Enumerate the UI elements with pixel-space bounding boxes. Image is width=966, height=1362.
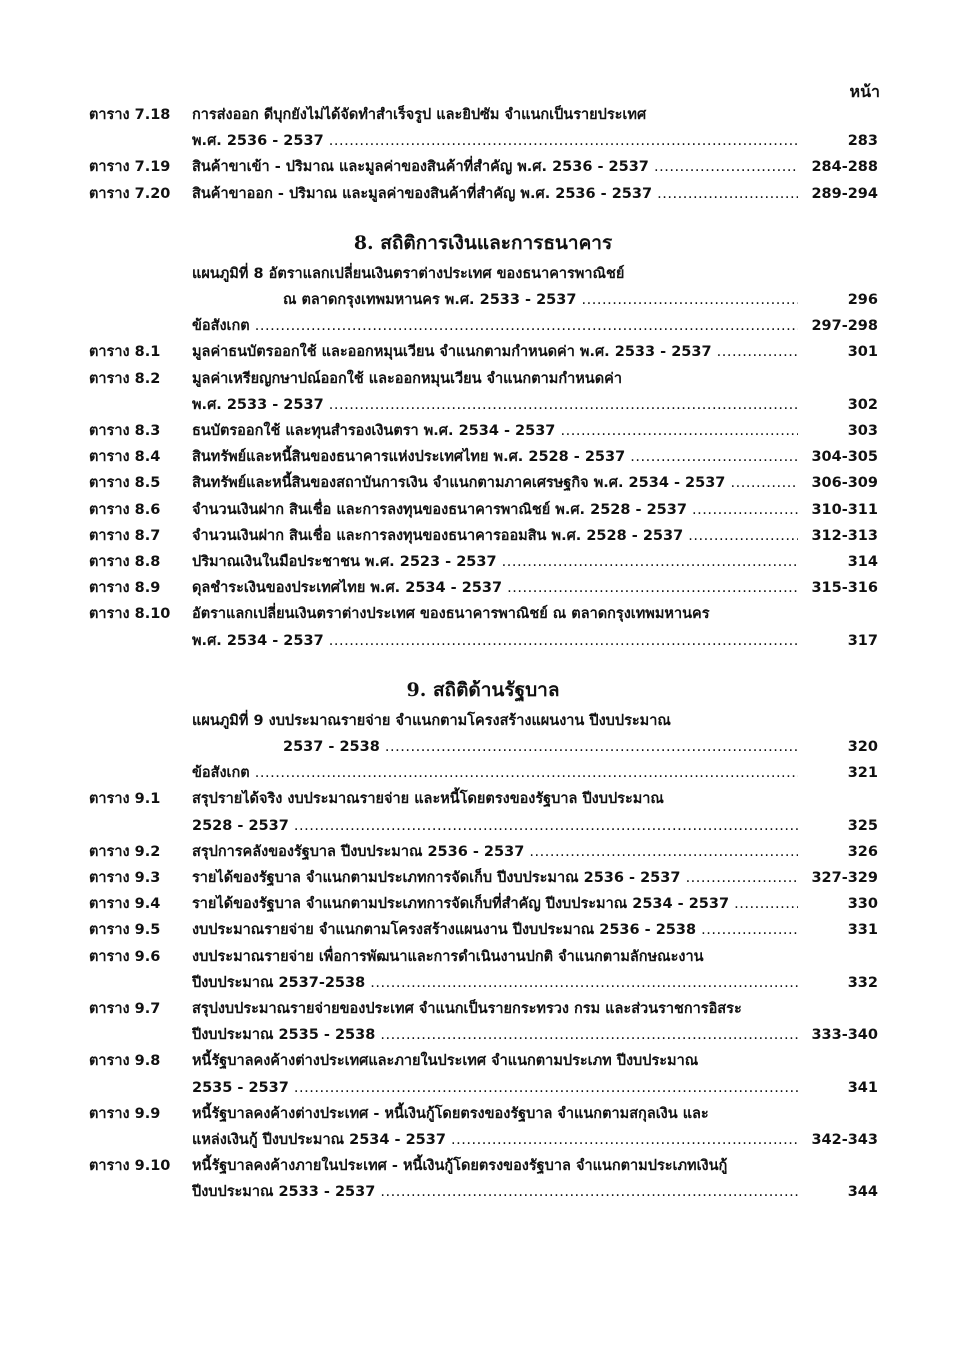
page-number: 284-288	[811, 159, 878, 176]
page-number: 306-309	[811, 475, 878, 492]
table-number: ตาราง 8.8	[89, 554, 161, 570]
entry-title: พ.ศ. 2536 - 2537 .....	[192, 128, 798, 154]
toc-entry-line	[0, 261, 966, 287]
entry-title: จำนวนเงินฝาก สินเชื่อ และการลงทุนของธนาคารพาณิชย์ พ.ศ. 2528 - 2537 .....	[192, 497, 798, 523]
table-number: ตาราง 7.19	[89, 159, 171, 176]
toc-entry-line	[0, 786, 966, 812]
entry-title: ปีงบประมาณ 2537-2538 .....	[192, 970, 798, 996]
toc-entry-line	[0, 1048, 966, 1074]
toc-entry-line	[0, 1179, 966, 1205]
entry-title: สินทรัพย์และหนี้สินของธนาคารแห่งประเทศไทย พ.ศ. 2528 - 2537 .....	[192, 444, 798, 470]
toc-entry-line	[0, 813, 966, 839]
toc-entry-line	[0, 839, 966, 865]
page-number: 326	[847, 843, 878, 860]
table-number: ตาราง 8.1	[89, 344, 161, 361]
toc-entry-line	[0, 970, 966, 996]
page-number: 321	[847, 765, 878, 782]
section-heading: 9. สถิติด้านรัฐบาล	[406, 678, 560, 701]
table-number: ตาราง 9.5	[89, 922, 161, 939]
page-number: 341	[847, 1079, 878, 1096]
page-number: 327-329	[811, 870, 878, 886]
entry-title: ปริมาณเงินในมือประชาชน พ.ศ. 2523 - 2537 .....	[192, 549, 798, 575]
entry-title: สินค้าขาเข้า - ปริมาณ และมูลค่าของสินค้าที่สำคัญ พ.ศ. 2536 - 2537 .....	[192, 154, 798, 180]
entry-title: สินค้าขาออก - ปริมาณ และมูลค่าของสินค้าที่สำคัญ พ.ศ. 2536 - 2537 .....	[192, 181, 798, 207]
table-number: ตาราง 8.6	[89, 501, 161, 518]
toc-entry-line	[0, 181, 966, 207]
table-number: ตาราง 9.7	[89, 1001, 161, 1017]
toc-entry-line	[0, 339, 966, 365]
table-number: ตาราง 9.8	[89, 1053, 161, 1070]
section-heading: 8. สถิติการเงินและการธนาคาร	[353, 231, 613, 254]
entry-title: แหล่งเงินกู้ ปีงบประมาณ 2534 - 2537 .....	[192, 1127, 798, 1153]
page-number: 325	[847, 817, 878, 834]
entry-title: ณ ตลาดกรุงเทพมหานคร พ.ศ. 2533 - 2537 .....	[283, 287, 798, 313]
page-number: 289-294	[811, 185, 878, 202]
toc-entry-line	[0, 1153, 966, 1179]
entry-title: งบประมาณรายจ่าย จำแนกตามโครงสร้างแผนงาน ปีงบประมาณ 2536 - 2538 .....	[192, 917, 798, 943]
entry-title: การส่งออก ดีบุกยังไม่ได้จัดทำสำเร็จรูป และยิปซัม จำแนกเป็นรายประเทศ	[192, 107, 647, 123]
entry-title: สินทรัพย์และหนี้สินของสถาบันการเงิน จำแนกตามภาคเศรษฐกิจ พ.ศ. 2534 - 2537 .....	[192, 470, 798, 496]
table-number: ตาราง 9.9	[89, 1105, 161, 1122]
entry-title: พ.ศ. 2533 - 2537 .....	[192, 392, 798, 418]
entry-title: จำนวนเงินฝาก สินเชื่อ และการลงทุนของธนาคารออมสิน พ.ศ. 2528 - 2537 .....	[192, 523, 798, 549]
toc-entry-line	[0, 628, 966, 654]
table-number: ตาราง 8.7	[89, 527, 161, 544]
toc-entry-line	[0, 996, 966, 1022]
entry-title: ดุลชำระเงินของประเทศไทย พ.ศ. 2534 - 2537 .....	[192, 575, 798, 601]
toc-entry-line	[0, 575, 966, 601]
toc-entry-line	[0, 154, 966, 180]
entry-title: 2535 - 2537 .....	[192, 1075, 798, 1101]
table-number: ตาราง 9.1	[89, 791, 161, 808]
page-number: 312-313	[811, 527, 878, 544]
table-number: ตาราง 8.4	[89, 449, 161, 466]
table-number: ตาราง 7.18	[89, 107, 171, 123]
toc-entry-line	[0, 470, 966, 496]
toc-entry-line	[0, 760, 966, 786]
page-number: 342-343	[811, 1132, 878, 1148]
entry-title: หนี้รัฐบาลคงค้างภายในประเทศ - หนี้เงินกู้โดยตรงของรัฐบาล จำแนกตามประเภทเงินกู้	[192, 1158, 728, 1175]
toc-entry-line	[0, 128, 966, 154]
toc-entry-line	[0, 418, 966, 444]
entry-title: 2528 - 2537 .....	[192, 813, 798, 839]
page-number: 283	[847, 133, 878, 150]
page-number: 315-316	[811, 580, 878, 597]
page-number: 296	[847, 292, 878, 308]
toc-entry-line	[0, 392, 966, 418]
entry-title: สรุปรายได้จริง งบประมาณรายจ่าย และหนี้โดยตรงของรัฐบาล ปีงบประมาณ	[192, 791, 664, 808]
toc-entry-line	[0, 549, 966, 575]
entry-title: อัตราแลกเปลี่ยนเงินตราต่างประเทศ ของธนาคารพาณิชย์ ณ ตลาดกรุงเทพมหานคร	[192, 606, 710, 623]
entry-title: ปีงบประมาณ 2533 - 2537 .....	[192, 1179, 798, 1205]
table-number: ตาราง 7.20	[89, 185, 171, 202]
page-number: 344	[847, 1184, 878, 1201]
toc-entry-line	[0, 1075, 966, 1101]
page-number: 330	[847, 896, 878, 913]
entry-title: พ.ศ. 2534 - 2537 .....	[192, 628, 798, 654]
toc-entry-line	[0, 1101, 966, 1127]
page-number: 332	[847, 974, 878, 991]
toc-entry-line	[0, 366, 966, 392]
page-number: 297-298	[811, 318, 878, 335]
toc-entry-line	[0, 102, 966, 128]
entry-title: มูลค่าเหรียญกษาปณ์ออกใช้ และออกหมุนเวียน จำแนกตามกำหนดค่า	[192, 370, 622, 387]
table-number: ตาราง 9.3	[89, 870, 161, 886]
toc-entry-line	[0, 287, 966, 313]
table-number: ตาราง 8.2	[89, 370, 161, 387]
entry-title: ปีงบประมาณ 2535 - 2538 .....	[192, 1022, 798, 1048]
table-number: ตาราง 9.6	[89, 948, 161, 965]
table-number: ตาราง 8.10	[89, 606, 171, 623]
toc-entry-line	[0, 497, 966, 523]
toc-entry-line	[0, 944, 966, 970]
entry-title: แผนภูมิที่ 8 อัตราแลกเปลี่ยนเงินตราต่างประเทศ ของธนาคารพาณิชย์	[192, 265, 625, 282]
table-number: ตาราง 9.10	[89, 1158, 171, 1175]
table-number: ตาราง 8.9	[89, 580, 161, 597]
table-number: ตาราง 9.4	[89, 896, 161, 913]
toc-entry-line	[0, 891, 966, 917]
table-number: ตาราง 9.2	[89, 843, 161, 860]
page-number: 317	[847, 632, 878, 649]
entry-title: รายได้ของรัฐบาล จำแนกตามประเภทการจัดเก็บที่สำคัญ ปีงบประมาณ 2534 - 2537 .....	[192, 891, 798, 917]
toc-entry-line	[0, 734, 966, 760]
page-number: 304-305	[811, 449, 878, 466]
page-number: 320	[847, 739, 878, 755]
entry-title: มูลค่าธนบัตรออกใช้ และออกหมุนเวียน จำแนกตามกำหนดค่า พ.ศ. 2533 - 2537 .....	[192, 339, 798, 365]
page-number: 310-311	[811, 501, 878, 518]
toc-entry-line	[0, 917, 966, 943]
entry-title: งบประมาณรายจ่าย เพื่อการพัฒนาและการดำเนินงานปกติ จำแนกตามลักษณะงาน	[192, 948, 704, 965]
toc-entry-line	[0, 313, 966, 339]
entry-title: หนี้รัฐบาลคงค้างต่างประเทศ - หนี้เงินกู้โดยตรงของรัฐบาล จำแนกตามสกุลเงิน และ	[192, 1105, 709, 1122]
table-number: ตาราง 8.3	[89, 423, 161, 439]
entry-title: สรุปงบประมาณรายจ่ายของประเทศ จำแนกเป็นรายกระทรวง กรม และส่วนราชการอิสระ	[192, 1001, 742, 1017]
toc-entry-line	[0, 708, 966, 734]
entry-title: 2537 - 2538 .....	[283, 734, 798, 760]
toc-entry-line	[0, 601, 966, 627]
entry-title: หนี้รัฐบาลคงค้างต่างประเทศและภายในประเทศ จำแนกตามประเภท ปีงบประมาณ	[192, 1053, 699, 1070]
table-number: ตาราง 8.5	[89, 475, 161, 492]
toc-entry-line	[0, 1022, 966, 1048]
entry-title: ข้อสังเกต .....	[192, 313, 798, 339]
entry-title: ข้อสังเกต .....	[192, 760, 798, 786]
page-number: 301	[847, 344, 878, 361]
page-number: 302	[847, 396, 878, 413]
page-number: 331	[847, 922, 878, 939]
entry-title: สรุปการคลังของรัฐบาล ปีงบประมาณ 2536 - 2537 .....	[192, 839, 798, 865]
entry-title: ธนบัตรออกใช้ และทุนสำรองเงินตรา พ.ศ. 2534 - 2537 .....	[192, 418, 798, 444]
toc-entry-line	[0, 1127, 966, 1153]
toc-entry-line	[0, 444, 966, 470]
entry-title: รายได้ของรัฐบาล จำแนกตามประเภทการจัดเก็บ ปีงบประมาณ 2536 - 2537 .....	[192, 865, 798, 891]
toc-entry-line	[0, 865, 966, 891]
entry-title: แผนภูมิที่ 9 งบประมาณรายจ่าย จำแนกตามโครงสร้างแผนงาน ปีงบประมาณ	[192, 712, 671, 729]
page-number: 303	[847, 423, 878, 439]
page-number: 314	[847, 554, 878, 570]
toc-entry-line	[0, 523, 966, 549]
page-number: 333-340	[811, 1027, 878, 1044]
page-column-header: หน้า	[849, 82, 880, 101]
